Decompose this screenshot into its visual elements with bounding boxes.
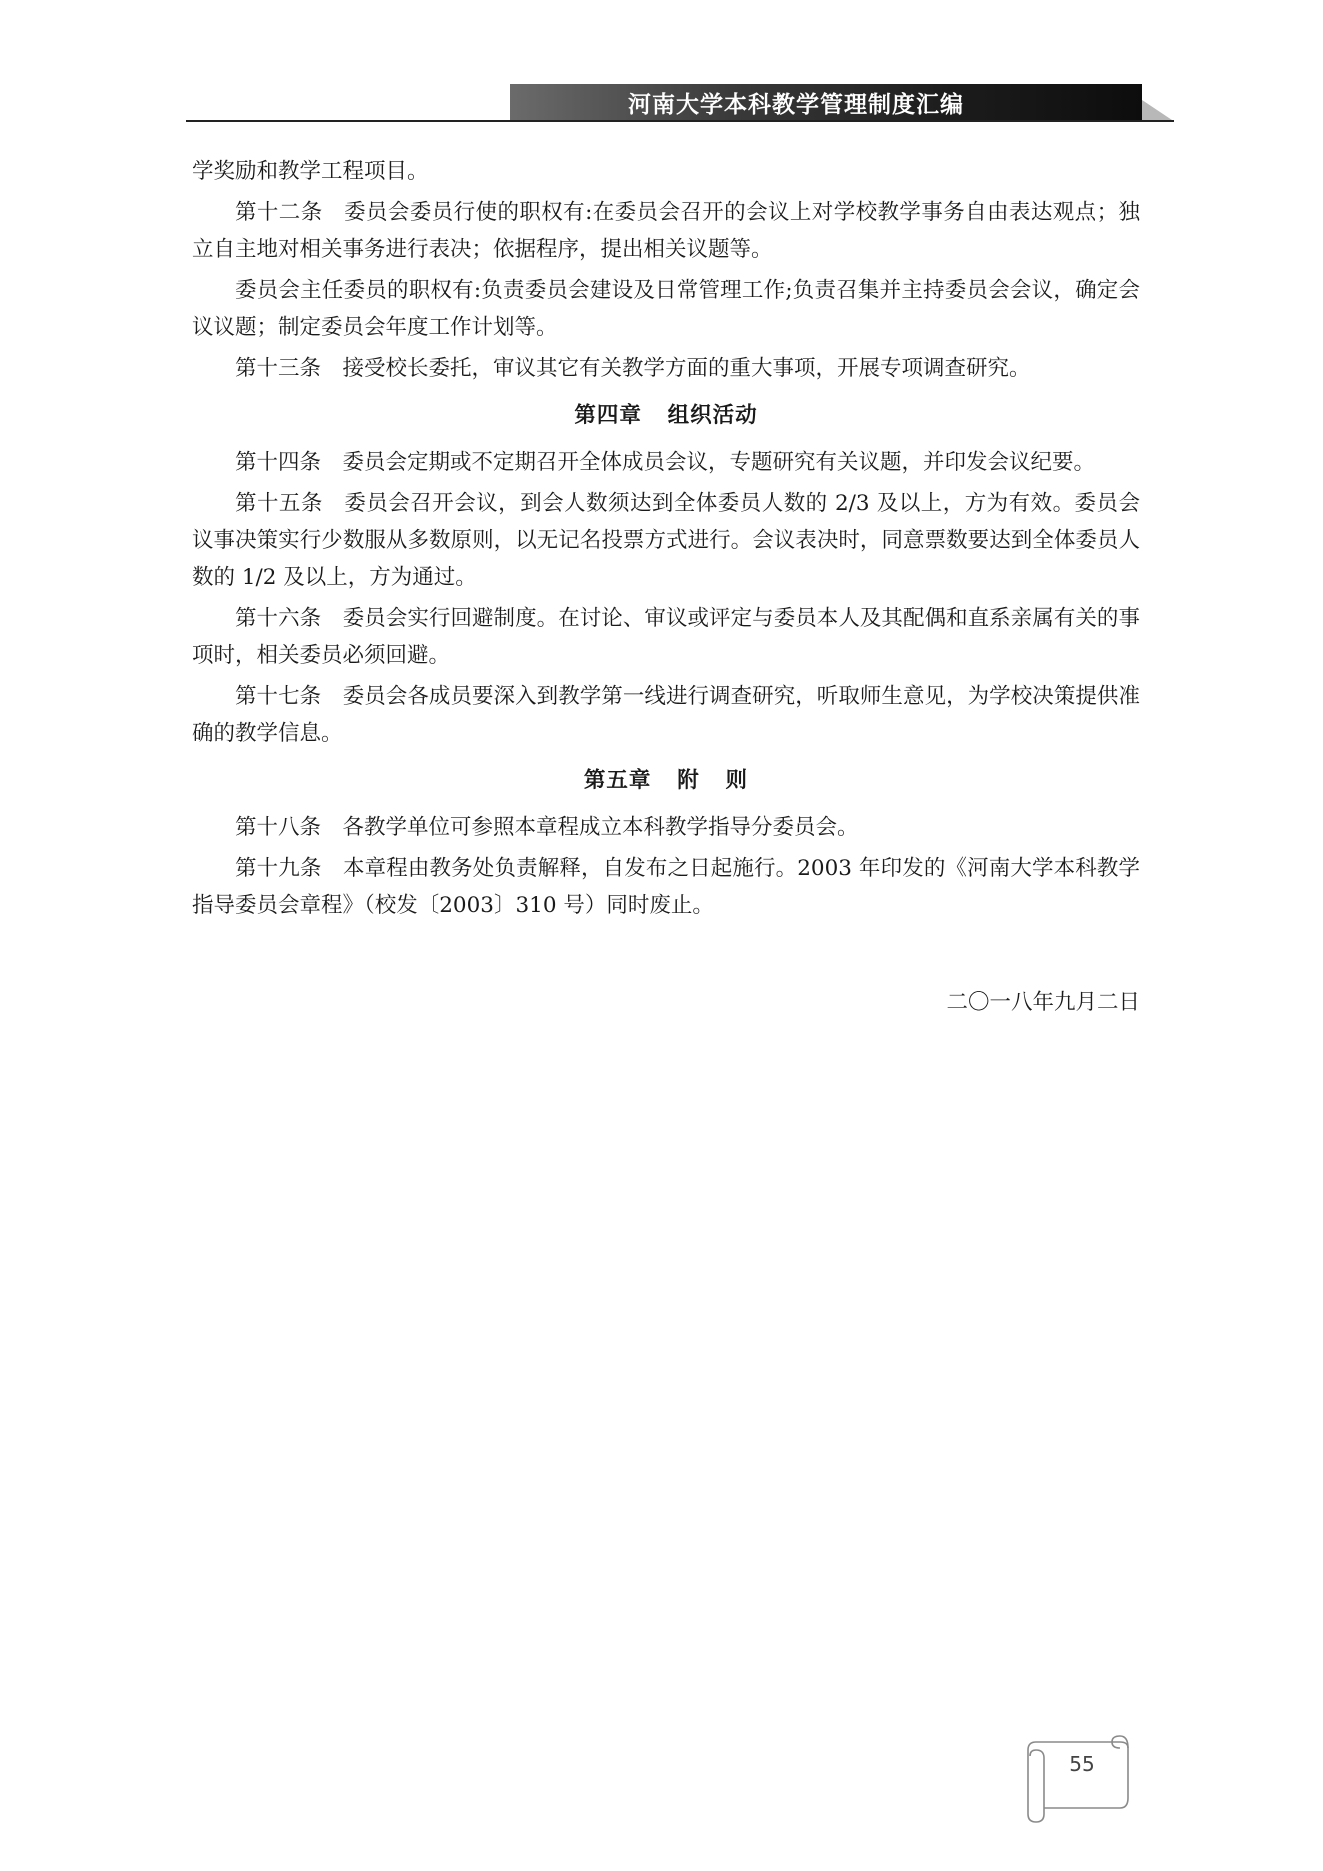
header-rule <box>186 120 1174 122</box>
chapter-5-heading <box>192 762 1140 799</box>
article-number: 第十三条 <box>235 356 322 381</box>
article-text: 委员会召开会议，到会人数须达到全体委员人数的 2/3 及以上，方为有效。委员会议事决策实行少数服从多数原则，以无记名投票方式进行。会议表决时，同意票数要达到全体委员人数的 1/2 及以上，方为通过。 <box>192 491 1140 590</box>
document-body <box>192 153 1140 1025</box>
article-14 <box>192 444 1140 481</box>
article-number: 第十六条 <box>235 606 322 631</box>
article-number: 第十九条 <box>235 856 322 881</box>
article-18 <box>192 809 1140 846</box>
page-number: 55 <box>1069 1752 1095 1776</box>
article-19 <box>192 850 1140 924</box>
article-text: 委员会各成员要深入到教学第一线进行调查研究，听取师生意见，为学校决策提供准确的教学信息。 <box>192 684 1140 746</box>
article-text: 本章程由教务处负责解释，自发布之日起施行。2003 年印发的《河南大学本科教学指导委员会章程》（校发〔2003〕310 号）同时废止。 <box>192 856 1140 918</box>
article-16 <box>192 600 1140 674</box>
article-text: 接受校长委托，审议其它有关教学方面的重大事项，开展专项调查研究。 <box>342 356 1031 381</box>
article-number: 第十四条 <box>235 450 322 475</box>
article-12 <box>192 194 1140 268</box>
issue-date: 二〇一八年九月二日 <box>946 990 1140 1015</box>
article-15 <box>192 485 1140 596</box>
article-text: 委员会定期或不定期召开全体成员会议，专题研究有关议题，并印发会议纪要。 <box>342 450 1096 475</box>
article-text: 各教学单位可参照本章程成立本科教学指导分委员会。 <box>342 815 859 840</box>
article-13 <box>192 350 1140 387</box>
chapter-number: 第四章 <box>574 403 642 428</box>
header-banner <box>510 84 1142 120</box>
article-number: 第十七条 <box>235 684 322 709</box>
chapter-title-part-1: 附 <box>677 768 700 793</box>
article-text: 委员会委员行使的职权有:在委员会召开的会议上对学校教学事务自由表达观点；独立自主地对相关事务进行表决；依据程序，提出相关议题等。 <box>192 200 1140 262</box>
chapter-number: 第五章 <box>583 768 652 793</box>
article-text: 委员会实行回避制度。在讨论、审议或评定与委员本人及其配偶和直系亲属有关的事项时，相关委员必须回避。 <box>192 606 1140 668</box>
article-number: 第十五条 <box>235 491 323 516</box>
article-number: 第十八条 <box>235 815 322 840</box>
page-number-scroll <box>1016 1728 1134 1824</box>
chapter-4-heading <box>192 397 1140 434</box>
paragraph-director-powers: 委员会主任委员的职权有:负责委员会建设及日常管理工作;负责召集并主持委员会会议，确定会议议题；制定委员会年度工作计划等。 <box>192 278 1140 340</box>
scroll-frame-icon <box>1016 1728 1134 1824</box>
header-tab-decoration <box>1142 100 1172 120</box>
article-number: 第十二条 <box>235 200 323 225</box>
paragraph-continued: 学奖励和教学工程项目。 <box>192 159 429 184</box>
article-17 <box>192 678 1140 752</box>
header-title: 河南大学本科教学管理制度汇编 <box>628 90 964 118</box>
chapter-title-part-2: 则 <box>725 768 749 793</box>
chapter-title: 组织活动 <box>667 403 758 428</box>
